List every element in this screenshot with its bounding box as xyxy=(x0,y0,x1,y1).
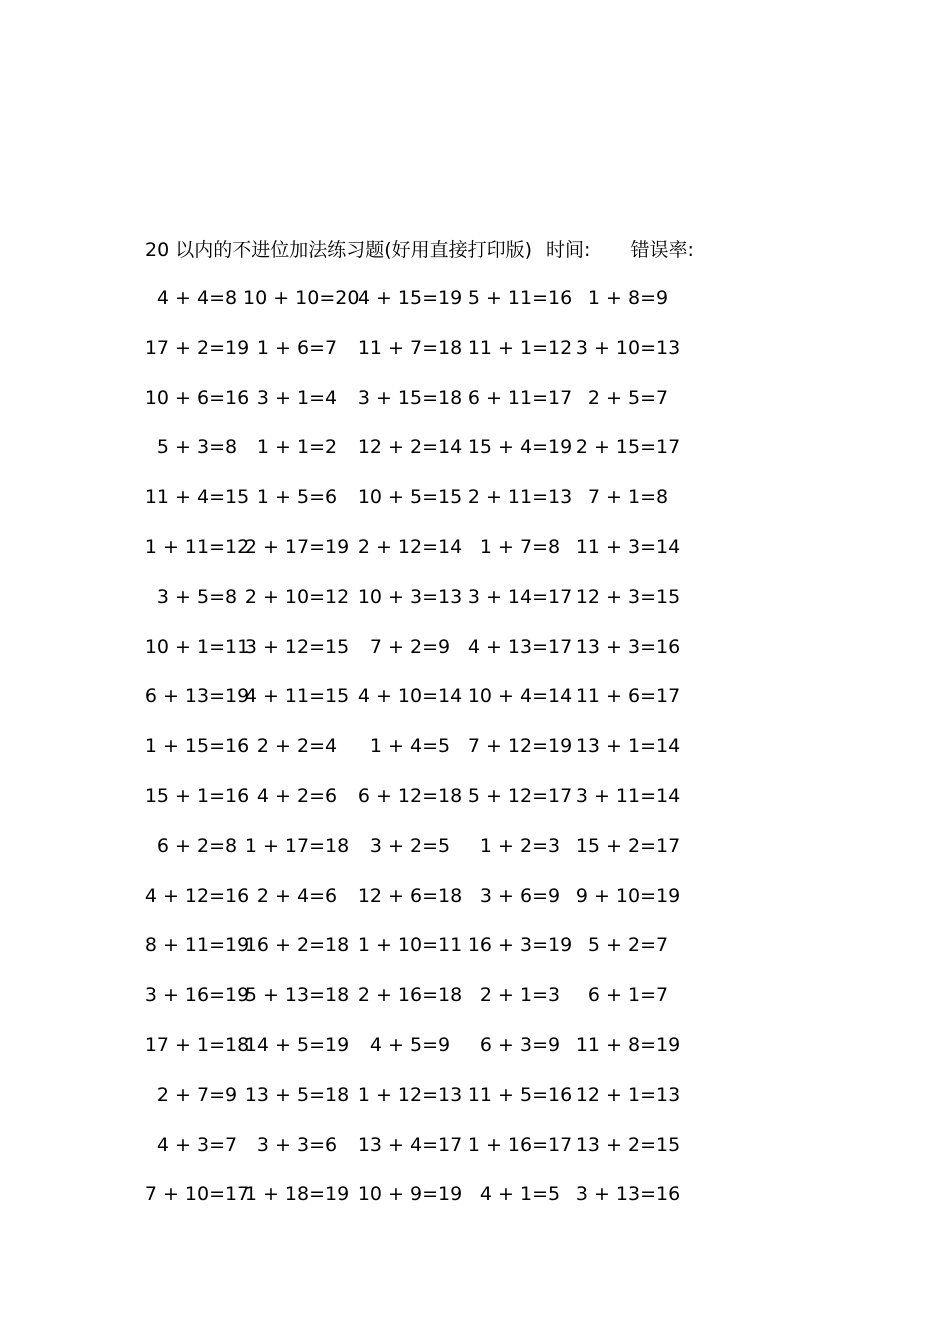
problem-row xyxy=(0,484,950,510)
problem-row xyxy=(0,1181,950,1207)
problem-item: 1 + 4=5 xyxy=(369,735,451,758)
problem-item: 10 + 1=11 xyxy=(144,635,250,658)
problem-item: 8 + 11=19 xyxy=(144,934,250,957)
problem-item: 1 + 7=8 xyxy=(479,536,561,558)
problem-item: 2 + 17=19 xyxy=(244,536,350,558)
problem-row xyxy=(0,1082,950,1108)
problem-row xyxy=(0,285,950,311)
problem-item: 5 + 12=17 xyxy=(467,785,573,807)
problem-item: 4 + 11=15 xyxy=(244,685,350,708)
problem-item: 10 + 9=19 xyxy=(357,1183,463,1206)
problem-item: 3 + 10=13 xyxy=(575,336,681,359)
error-rate-label: 错误率: xyxy=(630,239,694,261)
problem-row xyxy=(0,534,950,560)
problem-item: 13 + 4=17 xyxy=(357,1133,463,1156)
problem-item: 17 + 1=18 xyxy=(144,1034,250,1056)
problem-item: 3 + 6=9 xyxy=(479,884,561,907)
problem-item: 11 + 6=17 xyxy=(575,685,681,708)
problem-item: 10 + 10=20 xyxy=(243,287,360,309)
problem-item: 10 + 5=15 xyxy=(357,486,463,509)
problem-item: 4 + 3=7 xyxy=(156,1133,238,1156)
problem-item: 11 + 5=16 xyxy=(467,1083,573,1106)
problem-item: 2 + 4=6 xyxy=(256,884,338,907)
problem-item: 1 + 5=6 xyxy=(256,486,338,509)
problem-item: 3 + 11=14 xyxy=(575,785,681,807)
problem-item: 11 + 1=12 xyxy=(467,336,573,359)
problem-row xyxy=(0,584,950,610)
problem-item: 6 + 2=8 xyxy=(156,834,238,857)
problem-item: 15 + 2=17 xyxy=(575,834,681,857)
problem-item: 13 + 2=15 xyxy=(575,1133,681,1156)
problem-item: 6 + 11=17 xyxy=(467,386,573,409)
problem-row xyxy=(0,634,950,660)
problem-item: 14 + 5=19 xyxy=(244,1034,350,1056)
problem-row xyxy=(0,783,950,809)
time-label: 时间: xyxy=(546,239,591,261)
problem-row xyxy=(0,335,950,361)
problem-item: 6 + 1=7 xyxy=(587,984,669,1007)
problem-item: 10 + 3=13 xyxy=(357,585,463,608)
problem-row xyxy=(0,733,950,759)
problem-item: 2 + 11=13 xyxy=(467,486,573,509)
problem-item: 10 + 4=14 xyxy=(467,685,573,708)
problem-item: 4 + 10=14 xyxy=(357,685,463,708)
problem-row xyxy=(0,1032,950,1058)
problem-item: 2 + 2=4 xyxy=(256,735,338,758)
problem-item: 4 + 2=6 xyxy=(256,785,338,807)
problem-item: 1 + 6=7 xyxy=(256,336,338,359)
worksheet-title: 20 以内的不进位加法练习题(好用直接打印版) xyxy=(145,239,533,261)
problem-item: 4 + 5=9 xyxy=(369,1034,451,1056)
problem-item: 4 + 15=19 xyxy=(357,287,463,309)
problem-item: 1 + 16=17 xyxy=(467,1133,573,1156)
problem-item: 3 + 13=16 xyxy=(575,1183,681,1206)
problem-item: 13 + 5=18 xyxy=(244,1083,350,1106)
problem-row xyxy=(0,385,950,411)
problem-item: 15 + 1=16 xyxy=(144,785,250,807)
problem-item: 4 + 12=16 xyxy=(144,884,250,907)
problem-item: 5 + 2=7 xyxy=(587,934,669,957)
problem-row xyxy=(0,833,950,859)
problem-item: 3 + 3=6 xyxy=(256,1133,338,1156)
problem-item: 1 + 11=12 xyxy=(144,536,250,558)
problem-item: 7 + 2=9 xyxy=(369,635,451,658)
problem-item: 2 + 1=3 xyxy=(479,984,561,1007)
problem-item: 6 + 12=18 xyxy=(357,785,463,807)
problem-item: 2 + 15=17 xyxy=(575,436,681,459)
problem-item: 10 + 6=16 xyxy=(144,386,250,409)
problem-item: 5 + 13=18 xyxy=(244,984,350,1007)
problem-item: 2 + 16=18 xyxy=(357,984,463,1007)
problem-item: 2 + 10=12 xyxy=(244,585,350,608)
problem-item: 16 + 2=18 xyxy=(244,934,350,957)
problem-item: 12 + 6=18 xyxy=(357,884,463,907)
problem-row xyxy=(0,932,950,958)
problem-item: 1 + 1=2 xyxy=(256,436,338,459)
problem-item: 13 + 3=16 xyxy=(575,635,681,658)
problem-item: 1 + 8=9 xyxy=(587,287,669,309)
problem-item: 2 + 7=9 xyxy=(156,1083,238,1106)
problem-item: 1 + 18=19 xyxy=(244,1183,350,1206)
problem-item: 2 + 12=14 xyxy=(357,536,463,558)
problem-item: 17 + 2=19 xyxy=(144,336,250,359)
problem-item: 1 + 15=16 xyxy=(144,735,250,758)
problem-item: 11 + 4=15 xyxy=(144,486,250,509)
problem-item: 12 + 3=15 xyxy=(575,585,681,608)
problem-item: 5 + 3=8 xyxy=(156,436,238,459)
problem-item: 6 + 13=19 xyxy=(144,685,250,708)
problem-item: 11 + 3=14 xyxy=(575,536,681,558)
problem-row xyxy=(0,683,950,709)
problem-item: 7 + 12=19 xyxy=(467,735,573,758)
problem-item: 16 + 3=19 xyxy=(467,934,573,957)
problem-row xyxy=(0,1132,950,1158)
problem-item: 3 + 5=8 xyxy=(156,585,238,608)
problem-item: 4 + 13=17 xyxy=(467,635,573,658)
problem-item: 1 + 12=13 xyxy=(357,1083,463,1106)
problem-item: 11 + 7=18 xyxy=(357,336,463,359)
problem-item: 4 + 1=5 xyxy=(479,1183,561,1206)
problem-item: 15 + 4=19 xyxy=(467,436,573,459)
problem-item: 3 + 15=18 xyxy=(357,386,463,409)
problem-item: 6 + 3=9 xyxy=(479,1034,561,1056)
problem-item: 3 + 2=5 xyxy=(369,834,451,857)
problem-item: 3 + 12=15 xyxy=(244,635,350,658)
problem-item: 1 + 17=18 xyxy=(244,834,350,857)
problem-item: 3 + 16=19 xyxy=(144,984,250,1007)
problem-row xyxy=(0,982,950,1008)
problem-row xyxy=(0,883,950,909)
problem-item: 5 + 11=16 xyxy=(467,287,573,309)
problem-item: 3 + 1=4 xyxy=(256,386,338,409)
problem-item: 7 + 10=17 xyxy=(144,1183,250,1206)
problem-item: 12 + 1=13 xyxy=(575,1083,681,1106)
problem-item: 1 + 10=11 xyxy=(357,934,463,957)
problem-item: 1 + 2=3 xyxy=(479,834,561,857)
problem-item: 12 + 2=14 xyxy=(357,436,463,459)
problem-item: 11 + 8=19 xyxy=(575,1034,681,1056)
problem-item: 13 + 1=14 xyxy=(575,735,681,758)
problem-item: 7 + 1=8 xyxy=(587,486,669,509)
problem-item: 4 + 4=8 xyxy=(156,287,238,309)
problem-item: 9 + 10=19 xyxy=(575,884,681,907)
problem-item: 3 + 14=17 xyxy=(467,585,573,608)
problem-row xyxy=(0,434,950,460)
problem-item: 2 + 5=7 xyxy=(587,386,669,409)
